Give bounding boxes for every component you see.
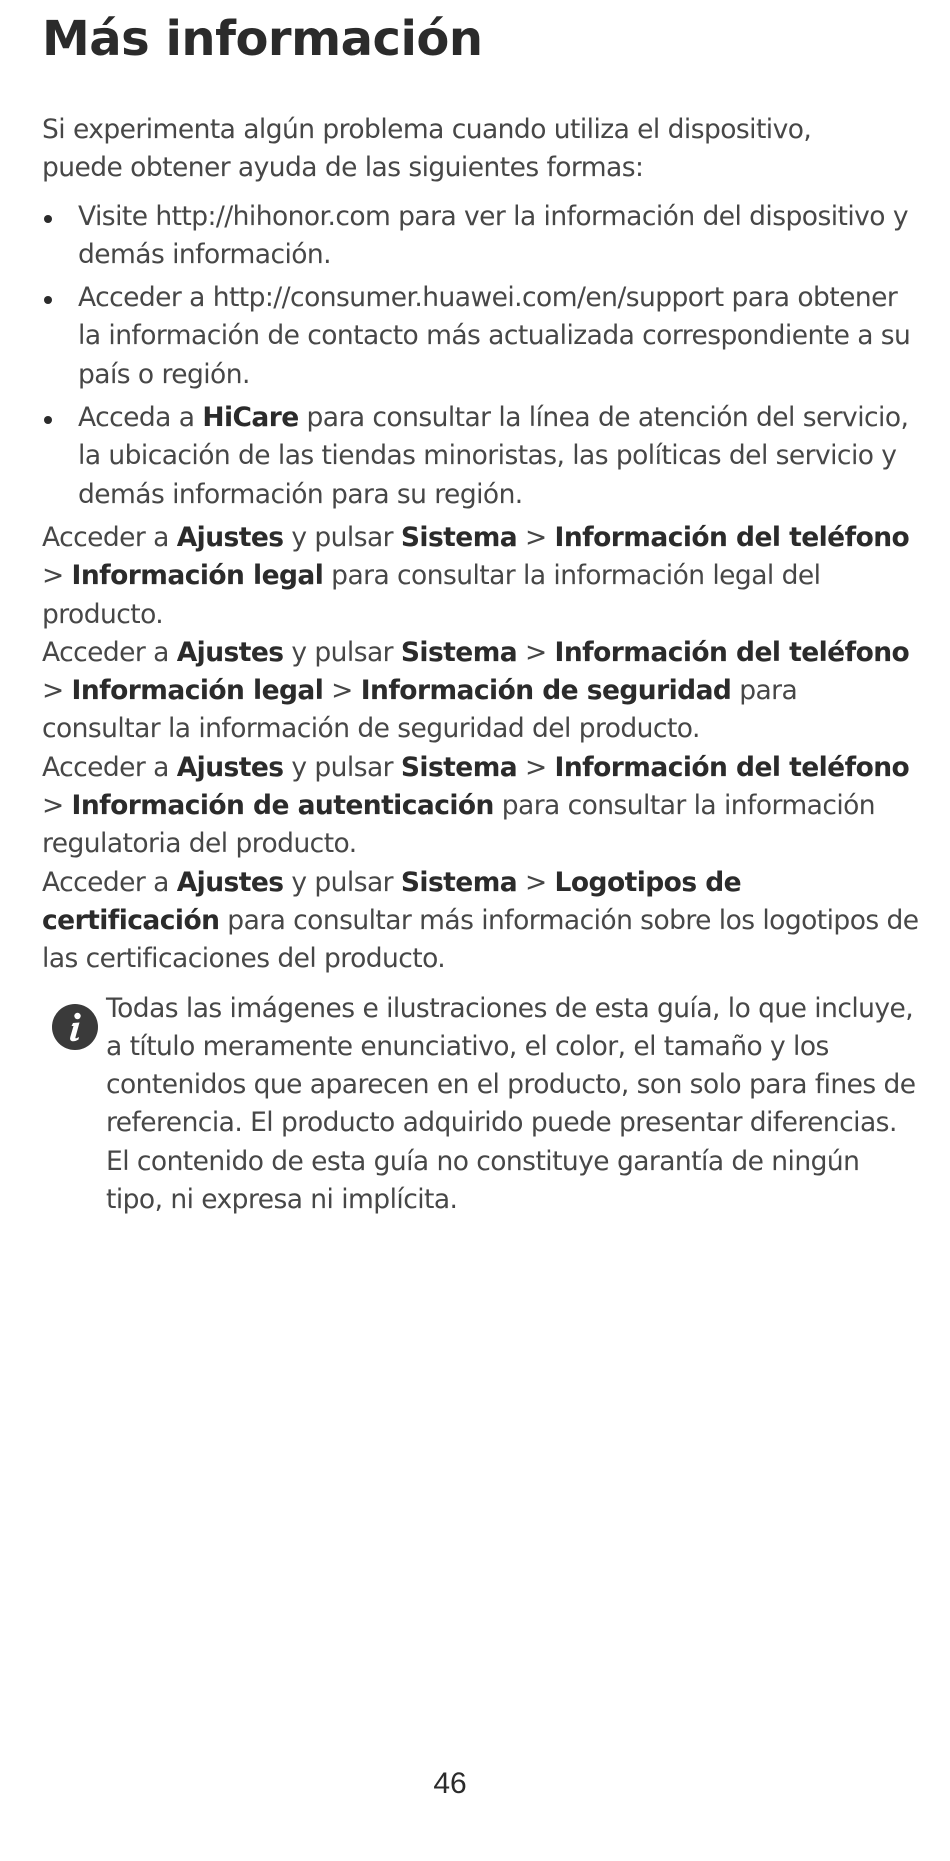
auth-info-paragraph: Acceder a Ajustes y pulsar Sistema > Información del teléfono > Información de autenticación para consultar la información regulatoria del producto. bbox=[42, 751, 910, 860]
info-icon bbox=[52, 1004, 98, 1050]
hicare-label: HiCare bbox=[202, 402, 299, 434]
legal-info-paragraph: Acceder a Ajustes y pulsar Sistema > Información del teléfono > Información legal para consultar la información legal del producto. bbox=[42, 521, 910, 630]
info-icon-glyph bbox=[52, 1004, 98, 1050]
list-item bbox=[42, 279, 922, 394]
list-item bbox=[42, 399, 922, 514]
intro-paragraph: Si experimenta algún problema cuando utiliza el dispositivo, puede obtener ayuda de las siguientes formas: bbox=[42, 114, 812, 184]
note-text: Todas las imágenes e ilustraciones de esta guía, lo que incluye, a título meramente enunciativo, el color, el tamaño y los contenidos que aparecen en el producto, son solo para fines de referencia. El producto adquirido puede presentar diferencias. El contenido de esta guía no constituye garantía de ningún tipo, ni expresa ni implícita. bbox=[106, 992, 916, 1216]
bullet-icon bbox=[44, 416, 52, 424]
page-content bbox=[42, 0, 922, 1219]
safety-info-paragraph: Acceder a Ajustes y pulsar Sistema > Información del teléfono > Información legal > Información de seguridad para consultar la información de seguridad del producto. bbox=[42, 636, 910, 745]
bullet-icon bbox=[44, 296, 52, 304]
page-title: Más información bbox=[42, 11, 483, 67]
list-item bbox=[42, 198, 922, 275]
list-item-text: Acceda a HiCare para consultar la línea de atención del servicio, la ubicación de las tiendas minoristas, las políticas del servicio y demás información para su región. bbox=[78, 402, 909, 510]
certification-paragraph: Acceder a Ajustes y pulsar Sistema > Logotipos de certificación para consultar más información sobre los logotipos de las certificaciones del producto. bbox=[42, 866, 919, 975]
disclaimer-note bbox=[42, 990, 922, 1220]
bullet-icon bbox=[44, 215, 52, 223]
list-item-text: Visite http://hihonor.com para ver la información del dispositivo y demás información. bbox=[78, 200, 908, 270]
list-item-text: Acceder a http://consumer.huawei.com/en/support para obtener la información de contacto más actualizada correspondiente a su país o región. bbox=[78, 282, 911, 390]
help-list bbox=[42, 198, 922, 514]
page-number: 46 bbox=[433, 1767, 467, 1800]
